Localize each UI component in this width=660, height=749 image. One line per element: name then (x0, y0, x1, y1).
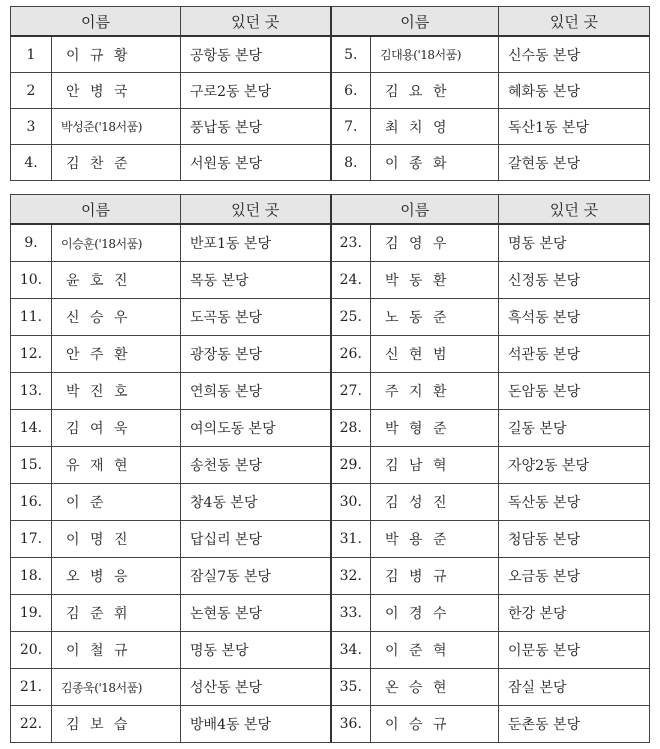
left-name-cell: 김 보 습 (52, 706, 181, 743)
right-place-cell: 명동 본당 (499, 224, 650, 262)
left-name-cell: 이 명 진 (52, 521, 181, 558)
right-place-cell: 이문동 본당 (499, 632, 650, 669)
right-name-cell: 김 영 우 (371, 224, 499, 262)
table-row (11, 109, 650, 145)
right-num-cell: 28. (331, 410, 371, 447)
left-num-cell: 3 (11, 109, 52, 145)
assignment-table-2 (10, 194, 650, 743)
right-name-cell: 박 동 환 (371, 262, 499, 299)
table-row (11, 669, 650, 706)
right-num-cell: 32. (331, 558, 371, 595)
right-name-cell: 김 병 규 (371, 558, 499, 595)
right-place-cell: 돈암동 본당 (499, 373, 650, 410)
table-header-row (11, 7, 650, 37)
left-name-cell: 박 진 호 (52, 373, 181, 410)
left-num-cell: 20. (11, 632, 52, 669)
right-place-cell: 갈현동 본당 (499, 145, 650, 181)
table-row (11, 145, 650, 181)
right-name-cell: 이 종 화 (371, 145, 499, 181)
table-row (11, 484, 650, 521)
right-num-cell: 8. (331, 145, 371, 181)
left-place-cell: 답십리 본당 (181, 521, 331, 558)
right-name-cell: 박 형 준 (371, 410, 499, 447)
table-row (11, 521, 650, 558)
left-num-cell: 10. (11, 262, 52, 299)
table-body (11, 224, 650, 743)
right-place-cell: 독산동 본당 (499, 484, 650, 521)
right-place-cell: 신수동 본당 (499, 36, 650, 73)
left-place-cell: 방배4동 본당 (181, 706, 331, 743)
left-num-cell: 21. (11, 669, 52, 706)
right-place-cell: 신정동 본당 (499, 262, 650, 299)
header-place-right: 있던 곳 (499, 195, 650, 225)
right-place-cell: 길동 본당 (499, 410, 650, 447)
right-name-cell: 김 요 한 (371, 73, 499, 109)
table-row (11, 224, 650, 262)
left-num-cell: 17. (11, 521, 52, 558)
header-name-left: 이름 (11, 195, 181, 225)
left-num-cell: 19. (11, 595, 52, 632)
left-name-cell: 김 여 욱 (52, 410, 181, 447)
left-num-cell: 12. (11, 336, 52, 373)
left-num-cell: 13. (11, 373, 52, 410)
left-num-cell: 14. (11, 410, 52, 447)
left-name-cell: 유 재 현 (52, 447, 181, 484)
right-place-cell: 혜화동 본당 (499, 73, 650, 109)
left-num-cell: 16. (11, 484, 52, 521)
left-num-cell: 22. (11, 706, 52, 743)
header-place-left: 있던 곳 (181, 195, 331, 225)
right-name-cell: 박 용 준 (371, 521, 499, 558)
left-name-cell: 이승훈('18서품) (52, 224, 181, 262)
left-place-cell: 성산동 본당 (181, 669, 331, 706)
left-place-cell: 서원동 본당 (181, 145, 331, 181)
right-num-cell: 33. (331, 595, 371, 632)
right-num-cell: 25. (331, 299, 371, 336)
table-body (11, 36, 650, 181)
table-row (11, 595, 650, 632)
right-place-cell: 자양2동 본당 (499, 447, 650, 484)
table-row (11, 336, 650, 373)
left-num-cell: 11. (11, 299, 52, 336)
left-num-cell: 1 (11, 36, 52, 73)
right-name-cell: 온 승 현 (371, 669, 499, 706)
header-name-right: 이름 (331, 195, 499, 225)
table-row (11, 73, 650, 109)
right-num-cell: 24. (331, 262, 371, 299)
right-place-cell: 오금동 본당 (499, 558, 650, 595)
left-place-cell: 여의도동 본당 (181, 410, 331, 447)
right-name-cell: 이 경 수 (371, 595, 499, 632)
table-row (11, 558, 650, 595)
right-place-cell: 석관동 본당 (499, 336, 650, 373)
left-place-cell: 송천동 본당 (181, 447, 331, 484)
left-name-cell: 안 주 환 (52, 336, 181, 373)
left-name-cell: 윤 호 진 (52, 262, 181, 299)
right-place-cell: 한강 본당 (499, 595, 650, 632)
left-name-cell: 이 준 (52, 484, 181, 521)
left-place-cell: 잠실7동 본당 (181, 558, 331, 595)
right-num-cell: 23. (331, 224, 371, 262)
left-name-cell: 신 승 우 (52, 299, 181, 336)
right-num-cell: 5. (331, 36, 371, 73)
right-name-cell: 신 현 범 (371, 336, 499, 373)
table-row (11, 299, 650, 336)
table-row (11, 447, 650, 484)
right-name-cell: 김대용('18서품) (371, 36, 499, 73)
right-name-cell: 최 치 영 (371, 109, 499, 145)
right-name-cell: 김 성 진 (371, 484, 499, 521)
left-name-cell: 이 철 규 (52, 632, 181, 669)
right-num-cell: 34. (331, 632, 371, 669)
left-place-cell: 창4동 본당 (181, 484, 331, 521)
table-row (11, 373, 650, 410)
right-place-cell: 둔촌동 본당 (499, 706, 650, 743)
left-name-cell: 김종욱('18서품) (52, 669, 181, 706)
left-place-cell: 반포1동 본당 (181, 224, 331, 262)
left-num-cell: 4. (11, 145, 52, 181)
right-name-cell: 이 준 혁 (371, 632, 499, 669)
right-num-cell: 7. (331, 109, 371, 145)
right-num-cell: 35. (331, 669, 371, 706)
left-place-cell: 공항동 본당 (181, 36, 331, 73)
right-name-cell: 주 지 환 (371, 373, 499, 410)
left-num-cell: 18. (11, 558, 52, 595)
right-num-cell: 36. (331, 706, 371, 743)
left-name-cell: 이 규 황 (52, 36, 181, 73)
left-name-cell: 김 찬 준 (52, 145, 181, 181)
table-row (11, 632, 650, 669)
left-num-cell: 15. (11, 447, 52, 484)
right-place-cell: 잠실 본당 (499, 669, 650, 706)
table-row (11, 262, 650, 299)
right-num-cell: 6. (331, 73, 371, 109)
right-num-cell: 26. (331, 336, 371, 373)
right-name-cell: 김 남 혁 (371, 447, 499, 484)
table-row (11, 410, 650, 447)
header-place-left: 있던 곳 (181, 7, 331, 37)
left-name-cell: 김 준 휘 (52, 595, 181, 632)
right-num-cell: 31. (331, 521, 371, 558)
left-place-cell: 논현동 본당 (181, 595, 331, 632)
header-name-right: 이름 (331, 7, 499, 37)
left-place-cell: 도곡동 본당 (181, 299, 331, 336)
left-name-cell: 박성준('18서품) (52, 109, 181, 145)
header-place-right: 있던 곳 (499, 7, 650, 37)
left-place-cell: 목동 본당 (181, 262, 331, 299)
right-num-cell: 30. (331, 484, 371, 521)
right-name-cell: 노 동 준 (371, 299, 499, 336)
table-header-row (11, 195, 650, 225)
table-row (11, 706, 650, 743)
left-num-cell: 9. (11, 224, 52, 262)
right-name-cell: 이 승 규 (371, 706, 499, 743)
left-name-cell: 안 병 국 (52, 73, 181, 109)
left-place-cell: 광장동 본당 (181, 336, 331, 373)
left-name-cell: 오 병 응 (52, 558, 181, 595)
right-num-cell: 27. (331, 373, 371, 410)
header-name-left: 이름 (11, 7, 181, 37)
assignment-table-1 (10, 6, 650, 181)
table-row (11, 36, 650, 73)
left-place-cell: 연희동 본당 (181, 373, 331, 410)
right-num-cell: 29. (331, 447, 371, 484)
right-place-cell: 청담동 본당 (499, 521, 650, 558)
left-place-cell: 구로2동 본당 (181, 73, 331, 109)
left-place-cell: 명동 본당 (181, 632, 331, 669)
right-place-cell: 흑석동 본당 (499, 299, 650, 336)
right-place-cell: 독산1동 본당 (499, 109, 650, 145)
left-place-cell: 풍납동 본당 (181, 109, 331, 145)
left-num-cell: 2 (11, 73, 52, 109)
